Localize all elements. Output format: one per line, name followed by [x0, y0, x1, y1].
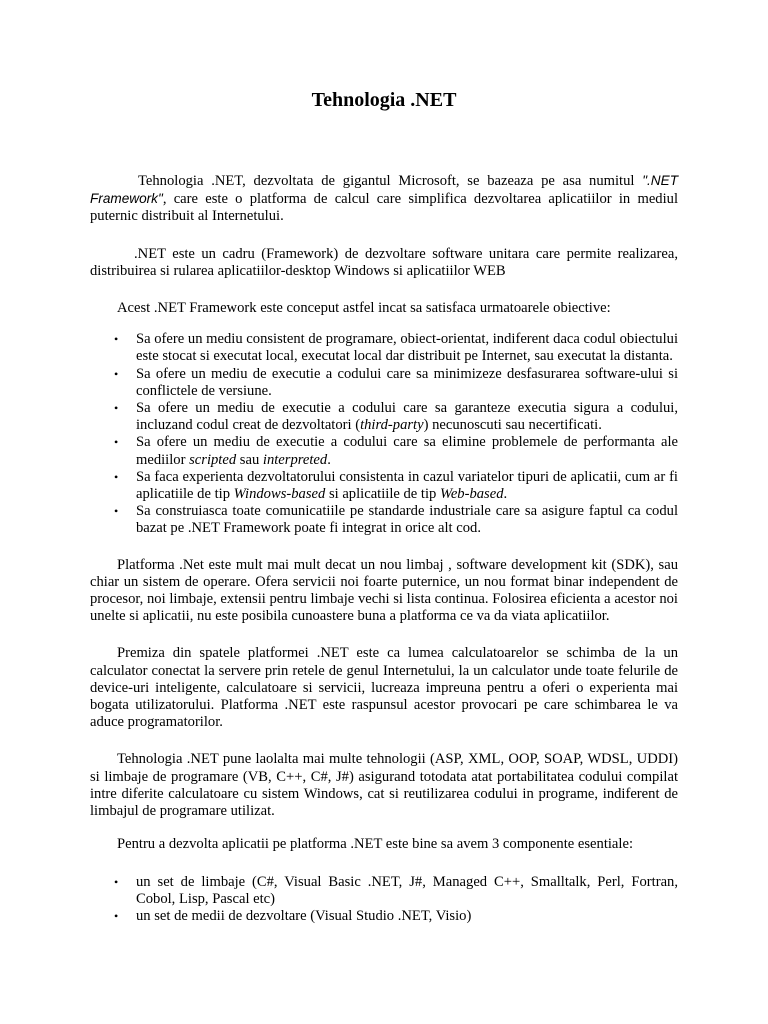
framework-term: ".NET Framework" [90, 173, 678, 207]
italic-term: Windows-based [233, 486, 326, 503]
page-title: Tehnologia .NET [311, 89, 457, 111]
list-item-text: un set de limbaje (C#, Visual Basic .NET, J#, Managed C++, Smalltalk, Perl, Fortran, Cobol, Lisp, Pascal etc) [136, 873, 678, 907]
list-item [114, 907, 678, 925]
objectives-intro-paragraph: Acest .NET Framework este conceput astfel incat sa satisfaca urmatoarele obiective: [117, 300, 611, 317]
italic-term: third-party [360, 417, 424, 434]
list-item-text: Sa ofere un mediu consistent de programare, obiect-orientat, indiferent daca codul obiectului este stocat si executat local, executat local dar distribuit pe Internet, sau executat la distanta. [136, 331, 678, 365]
list-item [114, 365, 678, 400]
list-item-text: sau [236, 451, 263, 468]
list-item-text: Sa ofere un mediu de executie a codului care sa elimine problemele de performanta ale mediilor [136, 434, 678, 468]
bullet-icon: • [114, 366, 119, 381]
bullet-icon: • [114, 332, 119, 347]
list-item [114, 434, 678, 468]
list-item [114, 873, 678, 908]
bullet-icon: • [114, 469, 119, 484]
document-body [90, 172, 678, 925]
list-item [114, 503, 678, 537]
list-item-text: un set de medii de dezvoltare (Visual Studio .NET, Visio) [136, 907, 472, 924]
definition-paragraph: .NET este un cadru (Framework) de dezvoltare software unitara care permite realizarea, distribuirea si rularea aplicatiilor-desktop Windows si aplicatiilor WEB [90, 245, 678, 279]
list-item-text: ) necunoscuti sau necertificati. [423, 417, 602, 434]
italic-term: interpreted [262, 451, 328, 468]
objectives-list [90, 331, 678, 537]
platform-paragraph: Platforma .Net este mult mai mult decat un nou limbaj , software development kit (SDK), sau chiar un sistem de operare. Ofera servicii noi foarte puternice, un nou format binar independent de procesor, noi limbaje, extensii pentru limbaje vechi si lista continua. Folosirea eficienta a acestor noi unelte si aplicatii, nu este posibila cunoastere buna a platforma ce va da viata aplicatiilor. [90, 556, 678, 625]
list-item-text: Sa construiasca toate comunicatiile pe standarde industriale care sa asigure faptul ca codul bazat pe .NET Framework poate fi integrat in orice alt cod. [136, 503, 678, 537]
components-list [90, 874, 678, 926]
italic-term: Web-based [440, 486, 504, 503]
list-item-text: . [503, 486, 508, 503]
list-item [114, 331, 678, 365]
bullet-icon: • [114, 401, 119, 416]
list-item [114, 400, 678, 434]
bullet-icon: • [114, 435, 119, 450]
list-item-text: Sa ofere un mediu de executie a codului care sa minimizeze desfasurarea software-ului si conflictele de versiune. [136, 365, 678, 399]
intro-paragraph [90, 172, 678, 226]
bullet-icon: • [114, 874, 119, 889]
list-item-text: si aplicatiile de tip [325, 486, 440, 503]
intro-text-start: Tehnologia .NET, dezvoltata de gigantul Microsoft, se bazeaza pe asa numitul [138, 173, 643, 189]
list-item-text: Sa faca experienta dezvoltatorului consistenta in cazul variatelor tipuri de aplicatii, cum ar fi aplicatiile de tip [136, 468, 678, 503]
technologies-paragraph: Tehnologia .NET pune laolalta mai multe tehnologii (ASP, XML, OOP, SOAP, WDSL, UDDI) si limbaje de programare (VB, C++, C#, J#) asigurand totodata atat portabilitatea codului compilat intre diferite calculatoare cu sistem Windows, cat si reutilizarea codului in programe, indiferent de limbajul de programare utilizat. [90, 751, 678, 820]
bullet-icon: • [114, 504, 119, 519]
list-item-text: Sa ofere un mediu de executie a codului care sa garanteze executia sigura a codului, incluzand codul creat de dezvoltatori ( [136, 400, 678, 434]
premise-paragraph: Premiza din spatele platformei .NET este ca lumea calculatoarelor se schimba de la un calculator conectat la servere prin retele de genul Internetului, la un calculator unde toate felurile de device-uri inteligente, calculatoare si servicii, lucreaza impreuna pentru a oferi o experienta mai bogata utilizatorului. Platforma .NET este raspunsul acestor provocari pe care schimbarea le va aduce programatorilor. [90, 645, 678, 731]
italic-term: scripted [189, 451, 237, 468]
bullet-icon: • [114, 908, 119, 923]
list-item [114, 468, 678, 503]
list-item-text: . [327, 451, 331, 468]
intro-text-end: , care este o platforma de calcul care simplifica dezvoltarea aplicatiilor in mediul puternic distribuit al Internetului. [90, 191, 678, 225]
components-intro-paragraph: Pentru a dezvolta aplicatii pe platforma .NET este bine sa avem 3 componente esentiale: [117, 836, 633, 853]
